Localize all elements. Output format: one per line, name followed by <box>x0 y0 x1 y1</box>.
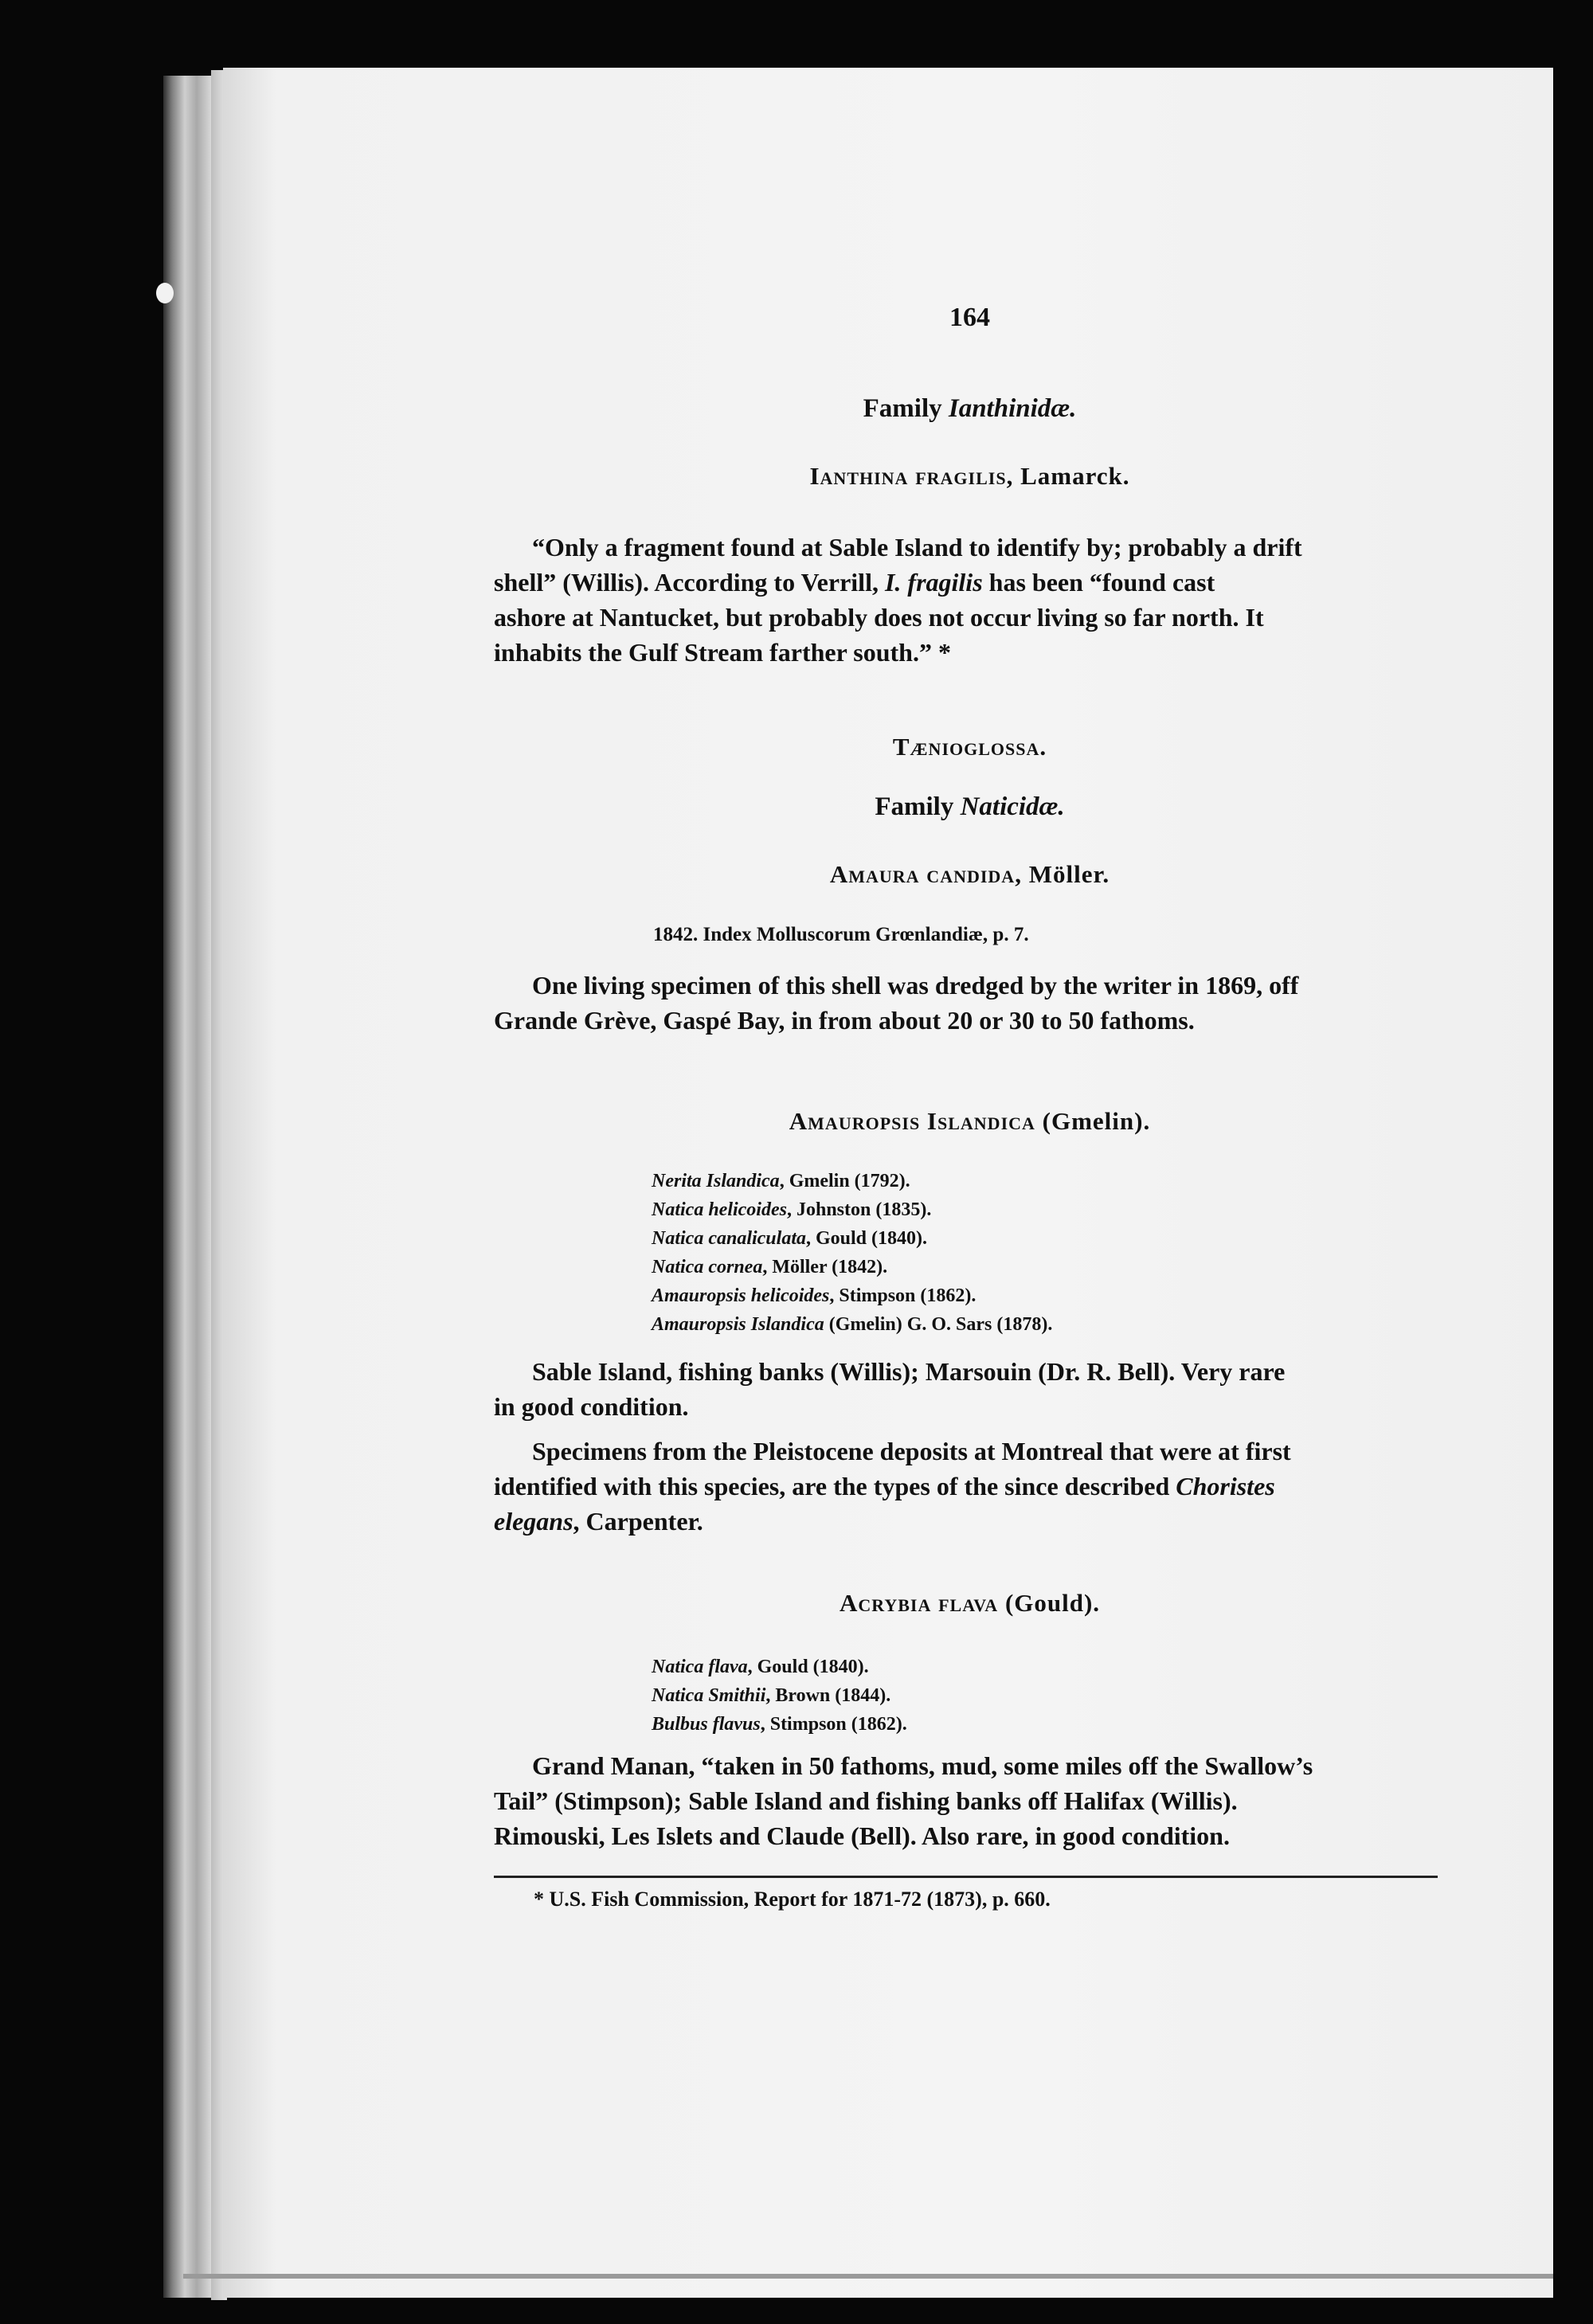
text-line: One living specimen of this shell was dredged by the writer in 1869, off <box>532 971 1299 1000</box>
text-line: Tail” (Stimpson); Sable Island and fishing banks off Halifax (Willis). <box>494 1786 1238 1815</box>
paragraph-amauropsis-range <box>494 1354 1446 1424</box>
text-line: Specimens from the Pleistocene deposits at Montreal that were at first <box>532 1437 1291 1465</box>
text-line: Grand Manan, “taken in 50 fathoms, mud, some miles off the Swallow’s <box>532 1751 1313 1780</box>
text-line: in good condition. <box>494 1392 689 1421</box>
species-name: Ianthina fragilis <box>809 462 1007 490</box>
synonym-item: Natica flava, Gould (1840). <box>652 1657 869 1677</box>
text-line: shell” (Willis). According to Verrill, I. fragilis has been “found cast <box>494 568 1215 597</box>
family-label: Family <box>863 394 949 423</box>
text-line: Grande Grève, Gaspé Bay, in from about 20 or 30 to 50 fathoms. <box>494 1006 1195 1035</box>
citation-amaura: 1842. Index Molluscorum Grœnlandiæ, p. 7. <box>653 924 1029 945</box>
paragraph-ianthina <box>494 530 1446 670</box>
synonym-item: Bulbus flavus, Stimpson (1862). <box>652 1714 907 1735</box>
family-heading-ianthinidae <box>494 394 1446 424</box>
synonym-item: Amauropsis Islandica (Gmelin) G. O. Sars (1878). <box>652 1314 1053 1335</box>
text-line: elegans, Carpenter. <box>494 1507 703 1536</box>
synonym-item: Natica cornea, Möller (1842). <box>652 1257 888 1277</box>
text-line: identified with this species, are the types of the since described Choristes <box>494 1472 1275 1500</box>
order-heading: Tænioglossa. <box>892 733 1047 761</box>
species-author: , Lamarck. <box>1006 462 1130 490</box>
paragraph-amauropsis-note <box>494 1434 1446 1539</box>
species-heading-acrybia: Acrybia flava (Gould). <box>839 1589 1101 1617</box>
footnote: * U.S. Fish Commission, Report for 1871-72 (1873), p. 660. <box>534 1888 1051 1911</box>
page-number: 164 <box>949 303 990 332</box>
species-heading-amauropsis: Amauropsis Islandica (Gmelin). <box>789 1107 1151 1135</box>
synonym-list-amauropsis <box>652 1167 1052 1339</box>
paragraph-amaura <box>494 968 1446 1038</box>
family-heading-naticidae: Family Naticidæ. <box>875 792 1065 821</box>
synonym-item: Nerita Islandica, Gmelin (1792). <box>652 1171 910 1191</box>
text-line: Sable Island, fishing banks (Willis); Marsouin (Dr. R. Bell). Very rare <box>532 1357 1286 1386</box>
page-bottom-edge <box>183 2274 1553 2279</box>
text-line: inhabits the Gulf Stream farther south.” * <box>494 638 951 667</box>
text-line: “Only a fragment found at Sable Island to identify by; probably a drift <box>532 533 1302 561</box>
text-line: Rimouski, Les Islets and Claude (Bell). Also rare, in good condition. <box>494 1821 1230 1850</box>
footnote-rule <box>494 1876 1438 1878</box>
paragraph-acrybia <box>494 1748 1446 1853</box>
text-line: ashore at Nantucket, but probably does not occur living so far north. It <box>494 603 1264 632</box>
species-heading-amaura: Amaura candida, Möller. <box>829 860 1110 888</box>
species-heading-ianthina <box>494 462 1446 491</box>
synonym-item: Natica canaliculata, Gould (1840). <box>652 1228 928 1249</box>
family-name: Ianthinidæ. <box>948 394 1077 423</box>
synonym-item: Amauropsis helicoides, Stimpson (1862). <box>652 1285 977 1306</box>
synonym-list-acrybia <box>652 1653 907 1739</box>
synonym-item: Natica Smithii, Brown (1844). <box>652 1685 891 1706</box>
synonym-item: Natica helicoides, Johnston (1835). <box>652 1199 932 1220</box>
binding-mark <box>156 283 174 303</box>
book-spine <box>163 76 211 2298</box>
